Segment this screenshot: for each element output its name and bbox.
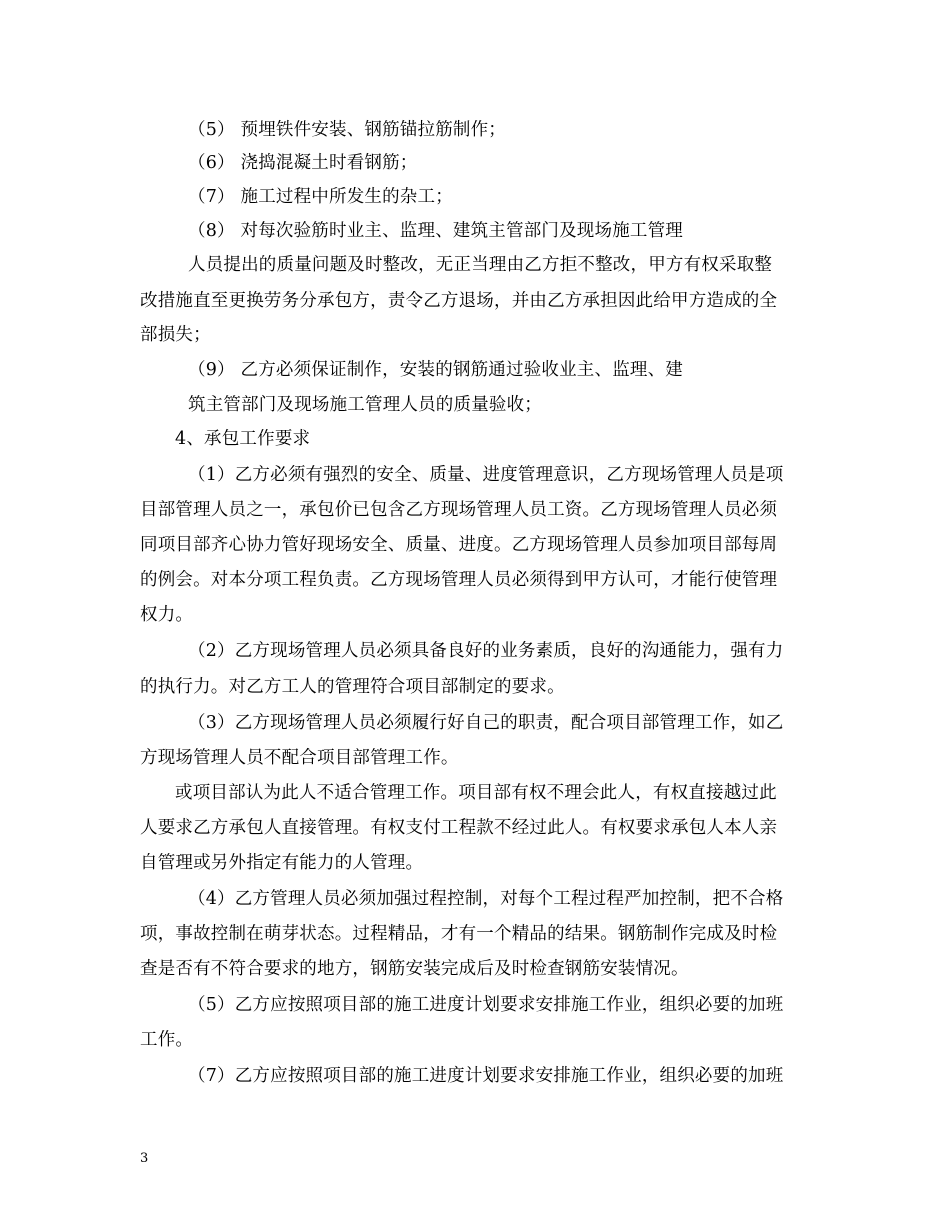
text-line: 人要求乙方承包人直接管理。有权支付工程款不经过此人。有权要求承包人本人亲 bbox=[140, 818, 778, 838]
text-line: （8） 对每次验筋时业主、监理、建筑主管部门及现场施工管理 bbox=[188, 221, 683, 241]
text-line: 查是否有不符合要求的地方，钢筋安装完成后及时检查钢筋安装情况。 bbox=[140, 959, 689, 979]
text-line: （5） 预埋铁件安装、钢筋锚拉筋制作； bbox=[188, 120, 506, 140]
text-line: （7）乙方应按照项目部的施工进度计划要求安排施工作业，组织必要的加班 bbox=[188, 1066, 784, 1086]
text-line: 方现场管理人员不配合项目部管理工作。 bbox=[140, 748, 459, 768]
text-line: 部损失； bbox=[140, 325, 211, 345]
text-line: （7） 施工过程中所发生的杂工； bbox=[188, 187, 453, 207]
text-line: 人员提出的质量问题及时整改，无正当理由乙方拒不整改，甲方有权采取整 bbox=[188, 255, 773, 275]
text-line: 改措施直至更换劳务分承包方，责令乙方退场，并由乙方承担因此给甲方造成的全 bbox=[140, 291, 778, 311]
text-line: 权力。 bbox=[140, 605, 194, 625]
text-line: 同项目部齐心协力管好现场安全、质量、进度。乙方现场管理人员参加项目部每周 bbox=[140, 535, 778, 555]
page-number: 3 bbox=[140, 1151, 149, 1166]
text-line: 目部管理人员之一，承包价已包含乙方现场管理人员工资。乙方现场管理人员必须 bbox=[140, 500, 778, 520]
text-line: 工作。 bbox=[140, 1030, 194, 1050]
section-heading: 4、承包工作要求 bbox=[175, 429, 311, 449]
text-line: 的例会。对本分项工程负责。乙方现场管理人员必须得到甲方认可，才能行使管理 bbox=[140, 570, 778, 590]
text-line: （2）乙方现场管理人员必须具备良好的业务素质，良好的沟通能力，强有力 bbox=[188, 641, 784, 661]
text-line: （6） 浇捣混凝土时看钢筋； bbox=[188, 153, 418, 173]
text-line: 筑主管部门及现场施工管理人员的质量验收； bbox=[188, 395, 542, 415]
text-line: 项，事故控制在萌芽状态。过程精品，才有一个精品的结果。钢筋制作完成及时检 bbox=[140, 924, 778, 944]
text-line: （5）乙方应按照项目部的施工进度计划要求安排施工作业，组织必要的加班 bbox=[188, 995, 784, 1015]
text-line: 或项目部认为此人不适合管理工作。项目部有权不理会此人，有权直接越过此 bbox=[175, 783, 777, 803]
text-line: （1）乙方必须有强烈的安全、质量、进度管理意识，乙方现场管理人员是项 bbox=[188, 465, 784, 485]
text-line: （9） 乙方必须保证制作，安装的钢筋通过验收业主、监理、建 bbox=[188, 360, 683, 380]
text-line: 的执行力。对乙方工人的管理符合项目部制定的要求。 bbox=[140, 677, 565, 697]
text-line: （4）乙方管理人员必须加强过程控制，对每个工程过程严加控制，把不合格 bbox=[188, 889, 784, 909]
text-line: （3）乙方现场管理人员必须履行好自己的职责，配合项目部管理工作，如乙 bbox=[188, 713, 784, 733]
text-line: 自管理或另外指定有能力的人管理。 bbox=[140, 853, 424, 873]
